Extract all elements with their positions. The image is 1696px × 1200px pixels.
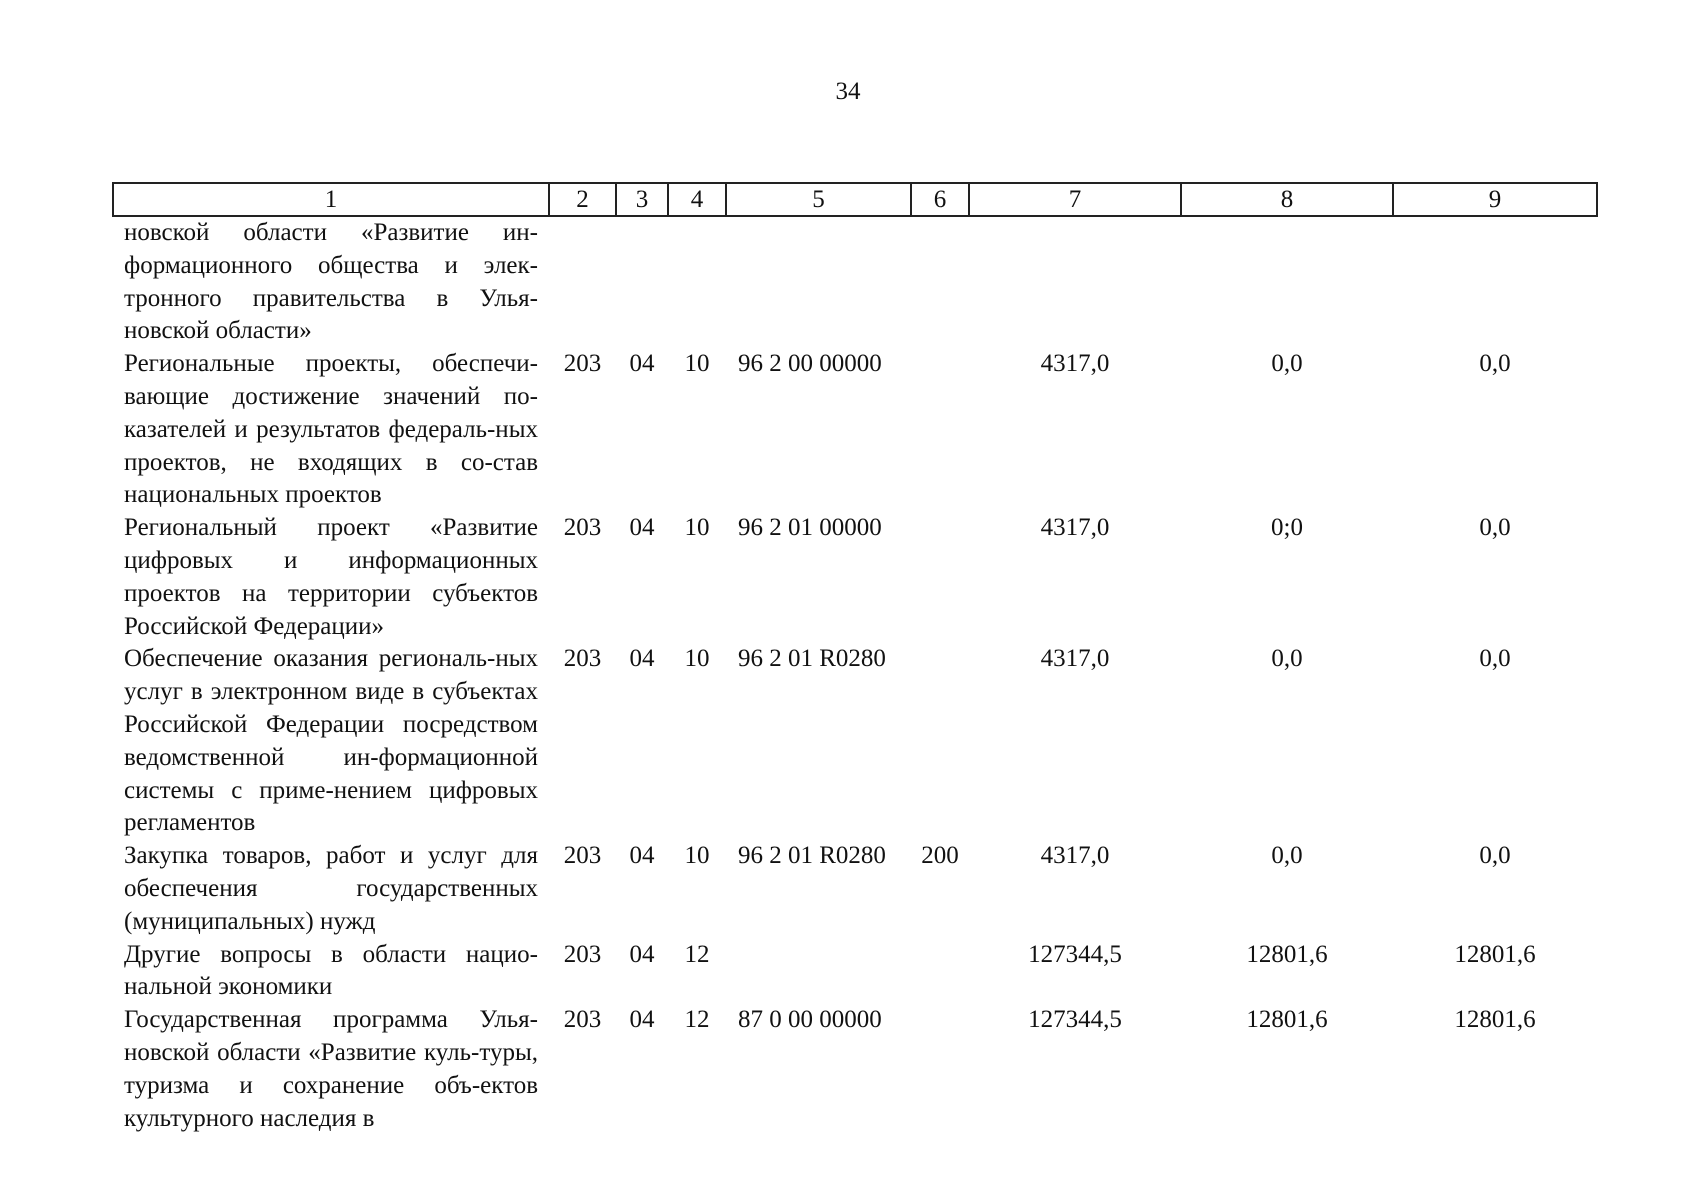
cell-section: 04 (629, 514, 655, 542)
cell-subsection: 10 (684, 514, 710, 542)
column-header-7: 7 (969, 183, 1181, 216)
row-name: Другие вопросы в области нацио-нальной экономики (124, 940, 538, 1001)
column-header-5: 5 (726, 183, 911, 216)
cell-amount-9 (1393, 216, 1597, 348)
cell-amount-7: 127344,5 (1028, 940, 1122, 968)
cell-amount-7: 4317,0 (1040, 645, 1110, 673)
cell-ministry-code: 203 (563, 645, 602, 673)
cell-amount-9: 0,0 (1479, 350, 1511, 378)
row-name: Региональный проект «Развитие цифровых и информационных проектов на территории субъектов Российской Федерации» (124, 514, 538, 640)
table-row (113, 512, 1597, 643)
cell-target-article: 96 2 00 00000 (738, 350, 882, 378)
cell-amount-7: 4317,0 (1040, 514, 1110, 542)
cell-target-article: 96 2 01 R0280 (738, 842, 886, 870)
column-header-8: 8 (1181, 183, 1393, 216)
cell-amount-8: 12801,6 (1246, 1006, 1328, 1034)
cell-amount-8: 0,0 (1271, 645, 1303, 673)
table-row (113, 1004, 1597, 1135)
cell-subsection: 12 (684, 1006, 710, 1034)
cell-ministry-code: 203 (563, 1006, 602, 1034)
row-name: Региональные проекты, обеспечи-вающие достижение значений по-казателей и результатов федераль-ных проектов, не входящих в со-став национальных проектов (124, 350, 538, 509)
cell-expense-type: 200 (921, 842, 959, 870)
cell-amount-9: 12801,6 (1454, 1006, 1536, 1034)
cell-amount-9: 12801,6 (1454, 940, 1536, 968)
cell-amount-7: 4317,0 (1040, 350, 1110, 378)
cell-subsection: 10 (684, 645, 710, 673)
row-name: Закупка товаров, работ и услуг для обеспечения государственных (муниципальных) нужд (124, 842, 538, 935)
cell-amount-9: 0,0 (1479, 645, 1511, 673)
cell-target-article: 96 2 01 00000 (738, 514, 882, 542)
table-row (113, 643, 1597, 840)
cell-expense-type (911, 1004, 969, 1135)
header-row (113, 183, 1597, 216)
cell-section (616, 216, 668, 348)
column-header-3: 3 (616, 183, 668, 216)
cell-amount-8: 0;0 (1271, 514, 1303, 542)
cell-section: 04 (629, 940, 655, 968)
column-header-4: 4 (668, 183, 726, 216)
table-row (113, 939, 1597, 1005)
column-header-2: 2 (549, 183, 616, 216)
cell-ministry-code: 203 (563, 842, 602, 870)
cell-expense-type (911, 939, 969, 1005)
cell-amount-7: 4317,0 (1040, 842, 1110, 870)
cell-subsection: 10 (684, 350, 710, 378)
cell-subsection: 12 (684, 940, 710, 968)
cell-expense-type (911, 643, 969, 840)
table-body (113, 216, 1597, 1135)
cell-section: 04 (629, 1006, 655, 1034)
cell-subsection: 10 (684, 842, 710, 870)
cell-expense-type (911, 348, 969, 512)
cell-section: 04 (629, 350, 655, 378)
cell-section: 04 (629, 645, 655, 673)
cell-ministry-code (549, 216, 616, 348)
column-header-1: 1 (113, 183, 549, 216)
cell-subsection (668, 216, 726, 348)
cell-target-article: 87 0 00 00000 (738, 1006, 882, 1034)
row-name: новской области «Развитие ин-формационного общества и элек-тронного правительства в Улья-новской области» (124, 219, 538, 345)
cell-amount-8 (1181, 216, 1393, 348)
column-header-6: 6 (911, 183, 969, 216)
cell-target-article: 96 2 01 R0280 (738, 645, 886, 673)
table-row (113, 216, 1597, 348)
row-name: Государственная программа Улья-новской области «Развитие куль-туры, туризма и сохранение объ-ектов культурного наследия в (124, 1006, 538, 1132)
cell-amount-7: 127344,5 (1028, 1006, 1122, 1034)
row-name: Обеспечение оказания региональ-ных услуг в электронном виде в субъектах Российской Федерации посредством ведомственной ин-формационной системы с приме-нением цифровых регламентов (124, 645, 538, 837)
table-header (113, 183, 1597, 216)
cell-amount-8: 0,0 (1271, 842, 1303, 870)
cell-amount-8: 12801,6 (1246, 940, 1328, 968)
cell-section: 04 (629, 842, 655, 870)
cell-amount-7 (969, 216, 1181, 348)
page-number: 34 (835, 78, 861, 105)
table-row (113, 348, 1597, 512)
cell-amount-9: 0,0 (1479, 514, 1511, 542)
cell-amount-8: 0,0 (1271, 350, 1303, 378)
cell-ministry-code: 203 (563, 940, 602, 968)
cell-expense-type (911, 216, 969, 348)
cell-amount-9: 0,0 (1479, 842, 1511, 870)
cell-target-article (726, 216, 911, 348)
cell-ministry-code: 203 (563, 514, 602, 542)
cell-ministry-code: 203 (563, 350, 602, 378)
column-header-9: 9 (1393, 183, 1597, 216)
table-row (113, 840, 1597, 938)
cell-target-article (726, 939, 911, 1005)
cell-expense-type (911, 512, 969, 643)
budget-table (112, 182, 1598, 1135)
